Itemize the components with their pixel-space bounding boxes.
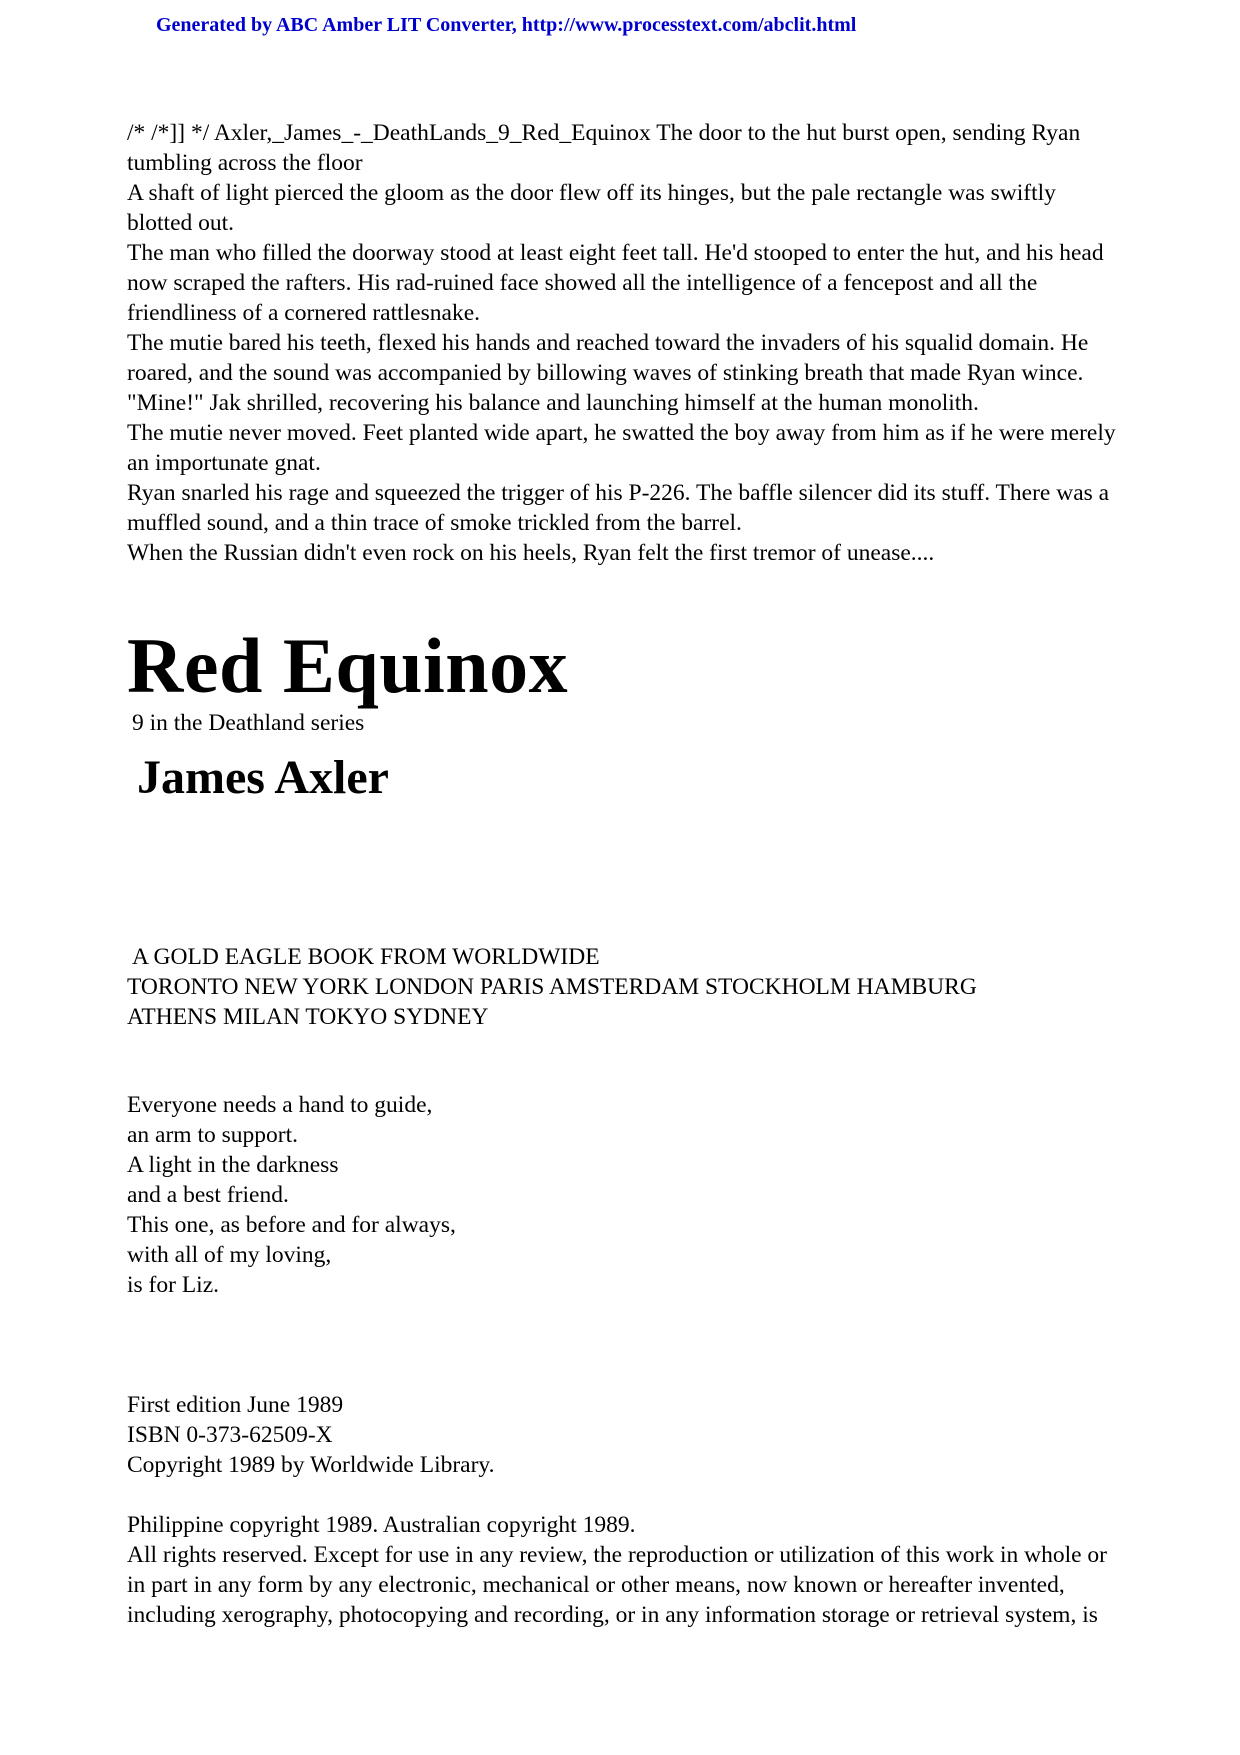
excerpt-paragraph: Ryan snarled his rage and squeezed the trigger of his P-226. The baffle silencer did its stuff. There was a muffled sound, and a thin trace of smoke trickled from the barrel. bbox=[127, 480, 1110, 536]
excerpt-paragraph: /* /*]] */ Axler,_James_-_DeathLands_9_Red_Equinox The door to the hut burst open, sending Ryan tumbling across the floor bbox=[127, 120, 1081, 176]
publisher-cities: TORONTO NEW YORK LONDON PARIS AMSTERDAM STOCKHOLM HAMBURG bbox=[127, 974, 977, 1000]
isbn: ISBN 0-373-62509-X bbox=[127, 1422, 333, 1448]
rights-notice bbox=[127, 1510, 1127, 1630]
dedication-line: an arm to support. bbox=[127, 1122, 298, 1148]
publisher-block bbox=[127, 942, 1127, 1032]
first-edition-date: First edition June 1989 bbox=[127, 1392, 344, 1418]
publisher-cities: ATHENS MILAN TOKYO SYDNEY bbox=[127, 1004, 489, 1030]
dedication-line: A light in the darkness bbox=[127, 1152, 339, 1178]
excerpt-paragraph: When the Russian didn't even rock on his heels, Ryan felt the first tremor of unease.... bbox=[127, 540, 935, 566]
excerpt-paragraph: The man who filled the doorway stood at least eight feet tall. He'd stooped to enter the hut, and his head now scraped the rafters. His rad-ruined face showed all the intelligence of a fencepost and all the friendliness of a cornered rattlesnake. bbox=[127, 240, 1104, 326]
excerpt-paragraph: "Mine!" Jak shrilled, recovering his balance and launching himself at the human monolith. bbox=[127, 390, 979, 416]
publisher-imprint: A GOLD EAGLE BOOK FROM WORLDWIDE bbox=[132, 944, 600, 970]
author-name: James Axler bbox=[137, 751, 389, 804]
series-subtitle: 9 in the Deathland series bbox=[132, 710, 365, 736]
dedication-line: Everyone needs a hand to guide, bbox=[127, 1092, 433, 1118]
international-copyright: Philippine copyright 1989. Australian copyright 1989. bbox=[127, 1512, 636, 1538]
edition-info bbox=[127, 1390, 1127, 1480]
dedication bbox=[127, 1090, 1127, 1300]
dedication-line: This one, as before and for always, bbox=[127, 1212, 456, 1238]
all-rights-reserved: All rights reserved. Except for use in any review, the reproduction or utilization of this work in whole or in part in any form by any electronic, mechanical or other means, now known or hereafter invented, including xerography, photocopying and recording, or in any information storage or retrieval system, is bbox=[127, 1542, 1107, 1628]
excerpt-section bbox=[127, 118, 1127, 568]
converter-header-link[interactable]: Generated by ABC Amber LIT Converter, http://www.processtext.com/abclit.html bbox=[156, 14, 857, 36]
book-title: Red Equinox bbox=[127, 622, 569, 709]
excerpt-paragraph: The mutie bared his teeth, flexed his hands and reached toward the invaders of his squalid domain. He roared, and the sound was accompanied by billowing waves of stinking breath that made Ryan wince. bbox=[127, 330, 1089, 386]
dedication-line: is for Liz. bbox=[127, 1272, 220, 1298]
excerpt-paragraph: The mutie never moved. Feet planted wide apart, he swatted the boy away from him as if he were merely an importunate gnat. bbox=[127, 420, 1116, 476]
document-body bbox=[127, 118, 1127, 1630]
dedication-line: and a best friend. bbox=[127, 1182, 289, 1208]
copyright-line: Copyright 1989 by Worldwide Library. bbox=[127, 1452, 495, 1478]
excerpt-paragraph: A shaft of light pierced the gloom as the door flew off its hinges, but the pale rectangle was swiftly blotted out. bbox=[127, 180, 1056, 236]
dedication-line: with all of my loving, bbox=[127, 1242, 332, 1268]
